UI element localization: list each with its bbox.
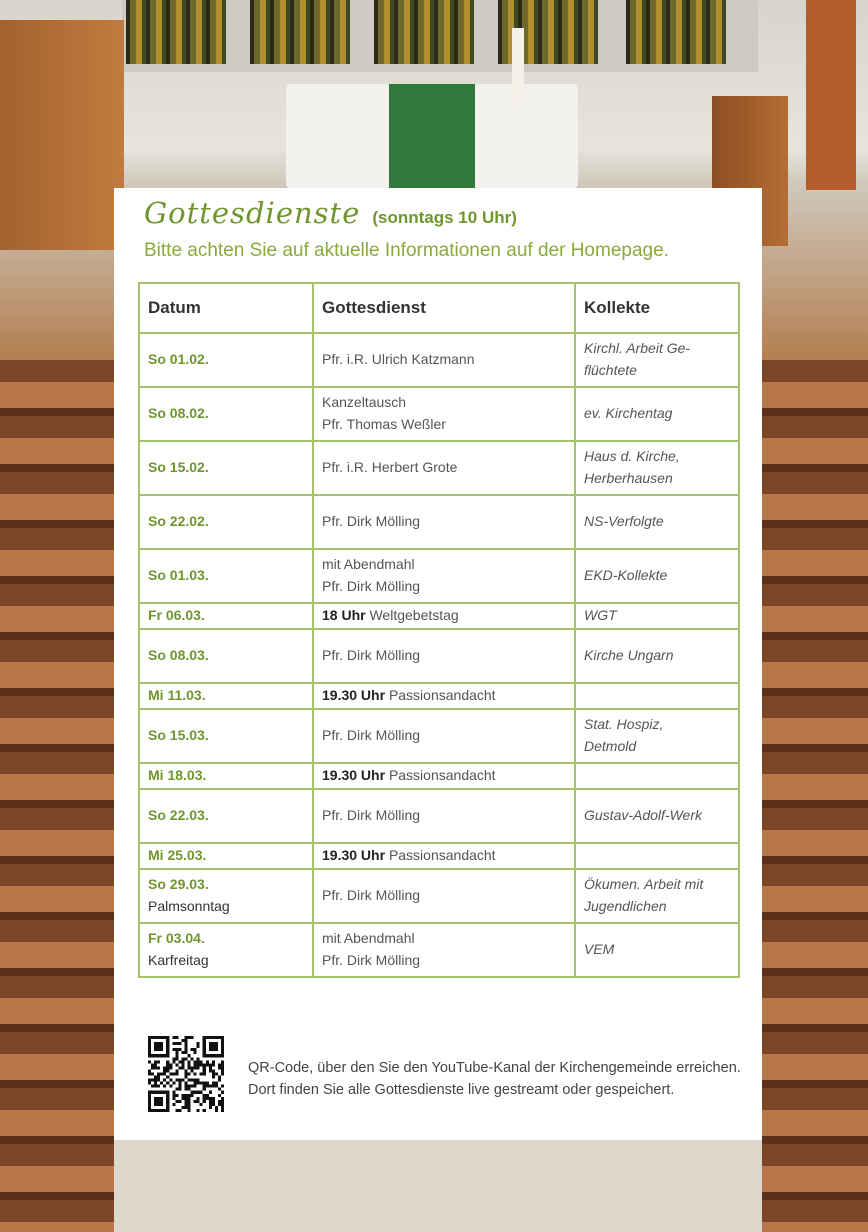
cell-collection xyxy=(575,549,739,603)
qr-code-icon[interactable] xyxy=(148,1036,224,1112)
service-line1: Passionsandacht xyxy=(388,847,496,864)
schedule-table xyxy=(138,282,740,978)
cell-date xyxy=(139,549,313,603)
homepage-notice: Bitte achten Sie auf aktuelle Informationen auf der Homepage. xyxy=(144,240,669,261)
altar-candle xyxy=(512,28,524,108)
cell-date xyxy=(139,495,313,549)
cell-date xyxy=(139,789,313,843)
cell-collection xyxy=(575,683,739,709)
service-line1: Pfr. i.R. Herbert Grote xyxy=(322,459,458,476)
service-line1: Weltgebetstag xyxy=(369,607,459,624)
cell-date xyxy=(139,441,313,495)
date-text: So 08.02. xyxy=(148,405,209,422)
date-text: So 22.02. xyxy=(148,513,209,530)
window-pane xyxy=(626,0,726,64)
cell-service xyxy=(313,709,575,763)
date-text: So 15.02. xyxy=(148,459,209,476)
table-header-row xyxy=(139,283,739,333)
collection-line1: Kirche Ungarn xyxy=(584,647,674,664)
cell-service xyxy=(313,869,575,923)
collection-line1: EKD-Kollekte xyxy=(584,567,668,584)
title-row xyxy=(144,196,517,238)
table-row xyxy=(139,603,739,629)
collection-line1: Gustav-Adolf-Werk xyxy=(584,807,702,824)
cell-collection xyxy=(575,603,739,629)
service-time: 19.30 Uhr xyxy=(322,687,386,704)
service-time: 19.30 Uhr xyxy=(322,767,386,784)
date-text: Mi 18.03. xyxy=(148,767,207,784)
cell-service xyxy=(313,923,575,977)
column-header-collection: Kollekte xyxy=(575,283,739,333)
pews-left xyxy=(0,360,114,1232)
service-line1: mit Abendmahl xyxy=(322,556,415,573)
date-text: Mi 25.03. xyxy=(148,847,207,864)
window-pane xyxy=(374,0,474,64)
window-pane xyxy=(250,0,350,64)
cell-collection xyxy=(575,843,739,869)
qr-description: QR-Code, über den Sie den YouTube-Kanal der Kirchengemeinde erreichen. Dort finden Sie alle Gottesdienste live gestreamt oder gespeichert. xyxy=(248,1060,741,1098)
date-text: Fr 03.04. xyxy=(148,930,205,947)
window-pane xyxy=(126,0,226,64)
table-row xyxy=(139,869,739,923)
cell-collection xyxy=(575,763,739,789)
cell-date xyxy=(139,629,313,683)
cell-date xyxy=(139,333,313,387)
cell-service xyxy=(313,603,575,629)
service-line1: Pfr. Dirk Mölling xyxy=(322,727,421,744)
cell-collection xyxy=(575,709,739,763)
cell-service xyxy=(313,629,575,683)
cell-date xyxy=(139,603,313,629)
cell-collection xyxy=(575,789,739,843)
cell-collection xyxy=(575,441,739,495)
table-row xyxy=(139,441,739,495)
cell-service xyxy=(313,549,575,603)
cell-date xyxy=(139,923,313,977)
date-text: So 01.02. xyxy=(148,351,209,368)
cell-date xyxy=(139,683,313,709)
collection-line1: Stat. Hospiz, xyxy=(584,716,664,733)
page-subtitle: (sonntags 10 Uhr) xyxy=(372,208,517,227)
collection-line1: WGT xyxy=(584,607,617,624)
floor xyxy=(114,1140,762,1232)
side-door xyxy=(806,0,856,190)
green-antependium xyxy=(389,84,475,188)
cell-collection xyxy=(575,629,739,683)
collection-line2: Jugendlichen xyxy=(584,898,667,914)
collection-line1: Haus d. Kirche, xyxy=(584,448,680,465)
date-text: So 22.03. xyxy=(148,807,209,824)
table-row xyxy=(139,763,739,789)
table-row xyxy=(139,843,739,869)
cell-date xyxy=(139,869,313,923)
stained-glass-windows xyxy=(122,0,758,72)
collection-line1: Kirchl. Arbeit Ge- xyxy=(584,340,691,357)
table-row xyxy=(139,495,739,549)
service-line2: Pfr. Dirk Mölling xyxy=(322,952,421,968)
date-text: Mi 11.03. xyxy=(148,687,206,704)
cell-date xyxy=(139,763,313,789)
cell-collection xyxy=(575,333,739,387)
table-row xyxy=(139,789,739,843)
cell-service xyxy=(313,333,575,387)
collection-line2: Detmold xyxy=(584,738,637,754)
table-row xyxy=(139,387,739,441)
cell-collection xyxy=(575,495,739,549)
cell-service xyxy=(313,387,575,441)
date-text: So 01.03. xyxy=(148,567,209,584)
service-line1: Pfr. Dirk Mölling xyxy=(322,887,421,904)
table-row xyxy=(139,683,739,709)
collection-line2: flüchtete xyxy=(584,362,637,378)
date-text: Fr 06.03. xyxy=(148,607,205,624)
cell-date xyxy=(139,387,313,441)
table-row xyxy=(139,923,739,977)
cell-service xyxy=(313,843,575,869)
column-header-date: Datum xyxy=(139,283,313,333)
date-text: So 15.03. xyxy=(148,727,209,744)
table-row xyxy=(139,629,739,683)
date-text: So 29.03. xyxy=(148,876,209,893)
date-subtitle: Palmsonntag xyxy=(148,898,230,914)
service-line1: Pfr. i.R. Ulrich Katzmann xyxy=(322,351,475,368)
cell-date xyxy=(139,843,313,869)
service-line1: Pfr. Dirk Mölling xyxy=(322,513,421,530)
column-header-service: Gottesdienst xyxy=(313,283,575,333)
pews-right xyxy=(762,360,868,1232)
page-title: Gottesdienste xyxy=(144,196,361,230)
cell-service xyxy=(313,683,575,709)
service-line1: Pfr. Dirk Mölling xyxy=(322,807,421,824)
table-row xyxy=(139,709,739,763)
table-row xyxy=(139,549,739,603)
service-line1: Kanzeltausch xyxy=(322,394,407,411)
cell-collection xyxy=(575,923,739,977)
service-line1: Passionsandacht xyxy=(388,687,496,704)
service-line2: Pfr. Thomas Weßler xyxy=(322,416,446,432)
cell-collection xyxy=(575,387,739,441)
collection-line1: VEM xyxy=(584,941,615,958)
collection-line1: ev. Kirchentag xyxy=(584,405,673,422)
collection-line1: NS-Verfolgte xyxy=(584,513,664,530)
service-line1: Passionsandacht xyxy=(388,767,496,784)
service-line2: Pfr. Dirk Mölling xyxy=(322,578,421,594)
cell-service xyxy=(313,789,575,843)
cell-date xyxy=(139,709,313,763)
service-line1: mit Abendmahl xyxy=(322,930,415,947)
service-time: 18 Uhr xyxy=(322,607,366,624)
date-subtitle: Karfreitag xyxy=(148,952,209,968)
collection-line1: Ökumen. Arbeit mit xyxy=(584,876,704,893)
pulpit xyxy=(0,20,124,250)
cell-service xyxy=(313,763,575,789)
date-text: So 08.03. xyxy=(148,647,209,664)
service-line1: Pfr. Dirk Mölling xyxy=(322,647,421,664)
service-time: 19.30 Uhr xyxy=(322,847,386,864)
service-schedule-card xyxy=(114,188,762,1140)
table-row xyxy=(139,333,739,387)
cell-collection xyxy=(575,869,739,923)
collection-line2: Herberhausen xyxy=(584,470,673,486)
cell-service xyxy=(313,495,575,549)
cell-service xyxy=(313,441,575,495)
